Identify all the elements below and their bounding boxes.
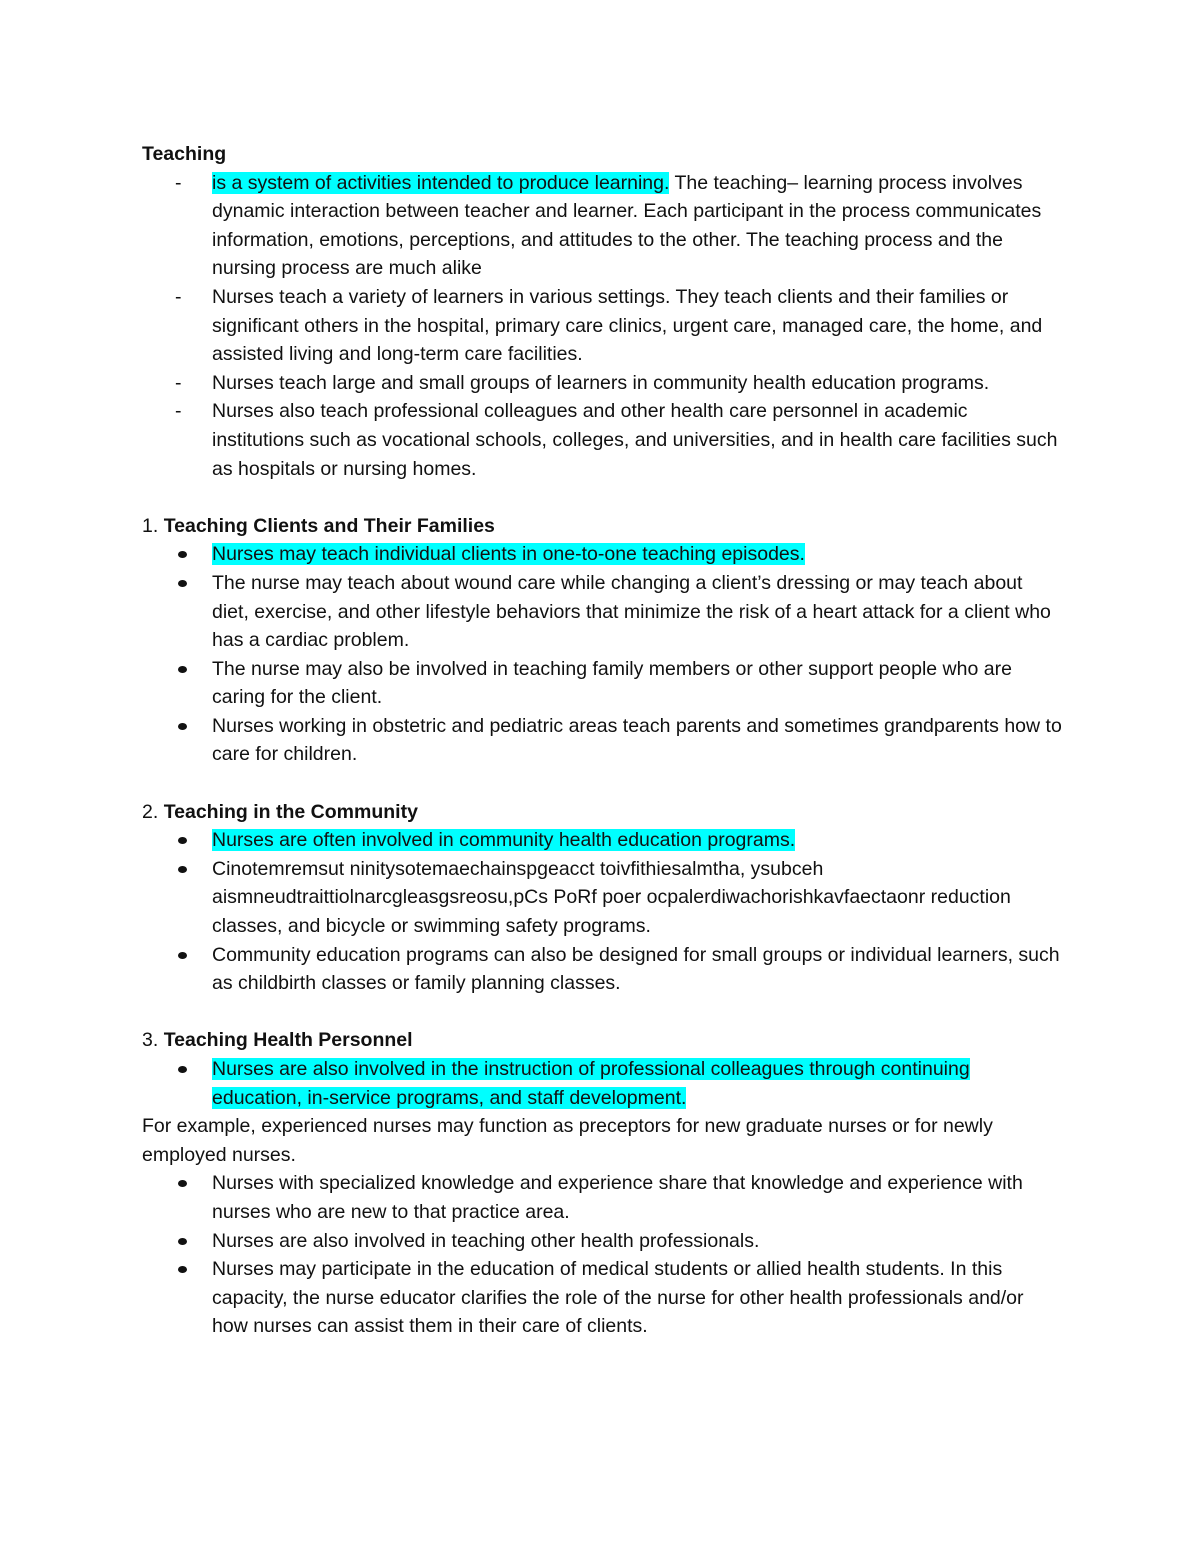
list-item <box>142 540 1062 569</box>
filled-circle-bullet-icon <box>178 1180 187 1187</box>
item-text: Cinotemremsut ninitysotemaechainspgeacct toivfithiesalmtha, ysubceh aismneudtraittiolnarcgleasgsreosu,pCs PoRf poer ocpalerdiwachorishkavfaectaonr reduction classes, and bicycle or swimming safety programs. <box>212 857 1011 938</box>
dash-bullet-icon: - <box>175 371 182 394</box>
section-number: 3. <box>142 1029 159 1052</box>
list-item <box>142 1169 1062 1226</box>
item-text: Community education programs can also be designed for small groups or individual learners, such as childbirth classes or family planning classes. <box>212 943 1060 995</box>
section-title: Teaching Health Personnel <box>163 1029 413 1052</box>
filled-circle-bullet-icon <box>178 1266 187 1273</box>
list-item <box>142 397 1062 483</box>
list-item <box>142 283 1062 369</box>
section-list <box>142 540 1062 769</box>
document-body <box>142 140 1062 1341</box>
section-heading <box>142 798 1062 827</box>
item-text: Nurses are also involved in teaching other health professionals. <box>212 1229 760 1252</box>
filled-circle-bullet-icon <box>178 551 187 558</box>
section-number: 1. <box>142 514 159 537</box>
list-item <box>142 1227 1062 1256</box>
filled-circle-bullet-icon <box>178 1238 187 1245</box>
item-text: Nurses may participate in the education of medical students or allied health students. In this capacity, the nurse educator clarifies the role of the nurse for other health professionals and/or how nurses can assist them in their care of clients. <box>212 1258 1024 1338</box>
section-heading <box>142 1026 1062 1055</box>
list-item <box>142 855 1062 941</box>
list-item <box>142 569 1062 655</box>
item-text: The teaching– learning process involves dynamic interaction between teacher and learner. Each participant in the process communicates information, emotions, perceptions, and attitudes to the other. The teaching process and the nursing process are much alike <box>212 171 1042 280</box>
list-item <box>142 712 1062 769</box>
filled-circle-bullet-icon <box>178 837 187 844</box>
section-heading <box>142 512 1062 541</box>
item-text: The nurse may also be involved in teaching family members or other support people who are caring for the client. <box>212 657 1012 709</box>
highlighted-text: Nurses may teach individual clients in one-to-one teaching episodes. <box>212 543 805 566</box>
section-title: Teaching Clients and Their Families <box>163 514 495 537</box>
filled-circle-bullet-icon <box>178 1066 187 1073</box>
item-text: Nurses teach a variety of learners in various settings. They teach clients and their families or significant others in the hospital, primary care clinics, urgent care, managed care, the home, and assisted living and long-term care facilities. <box>212 285 1043 366</box>
list-item <box>142 1255 1062 1341</box>
filled-circle-bullet-icon <box>178 723 187 730</box>
item-text: Nurses working in obstetric and pediatric areas teach parents and sometimes grandparents how to care for children. <box>212 714 1062 766</box>
item-text: The nurse may teach about wound care while changing a client’s dressing or may teach about diet, exercise, and other lifestyle behaviors that minimize the risk of a heart attack for a client who has a cardiac problem. <box>212 571 1051 652</box>
filled-circle-bullet-icon <box>178 952 187 959</box>
filled-circle-bullet-icon <box>178 866 187 873</box>
list-item <box>142 826 1062 855</box>
section-list <box>142 1169 1062 1341</box>
list-item <box>142 941 1062 998</box>
list-item <box>142 369 1062 398</box>
dash-bullet-icon: - <box>175 285 182 308</box>
highlighted-text: is a system of activities intended to produce learning. <box>212 171 670 194</box>
list-item <box>142 169 1062 283</box>
example-note: For example, experienced nurses may function as preceptors for new graduate nurses or for newly employed nurses. <box>142 1115 993 1166</box>
filled-circle-bullet-icon <box>178 580 187 587</box>
highlighted-text: Nurses are often involved in community health education programs. <box>212 829 796 852</box>
page-title: Teaching <box>142 143 227 165</box>
dash-bullet-icon: - <box>175 171 182 194</box>
highlighted-text: Nurses are also involved in the instruction of professional colleagues through continuing education, in-service programs, and staff development. <box>212 1058 970 1109</box>
item-text: Nurses with specialized knowledge and experience share that knowledge and experience with nurses who are new to that practice area. <box>212 1172 1023 1223</box>
list-item <box>142 655 1062 712</box>
section-number: 2. <box>142 800 159 823</box>
section-title: Teaching in the Community <box>163 800 418 823</box>
list-item <box>142 1055 1062 1112</box>
dash-bullet-icon: - <box>175 400 182 423</box>
intro-list <box>142 169 1062 484</box>
section-list <box>142 826 1062 998</box>
item-text: Nurses also teach professional colleagues and other health care personnel in academic institutions such as vocational schools, colleges, and universities, and in health care facilities such as hospitals or nursing homes. <box>212 400 1058 480</box>
section-list <box>142 1055 1062 1112</box>
item-text: Nurses teach large and small groups of learners in community health education programs. <box>212 371 990 394</box>
filled-circle-bullet-icon <box>178 666 187 673</box>
